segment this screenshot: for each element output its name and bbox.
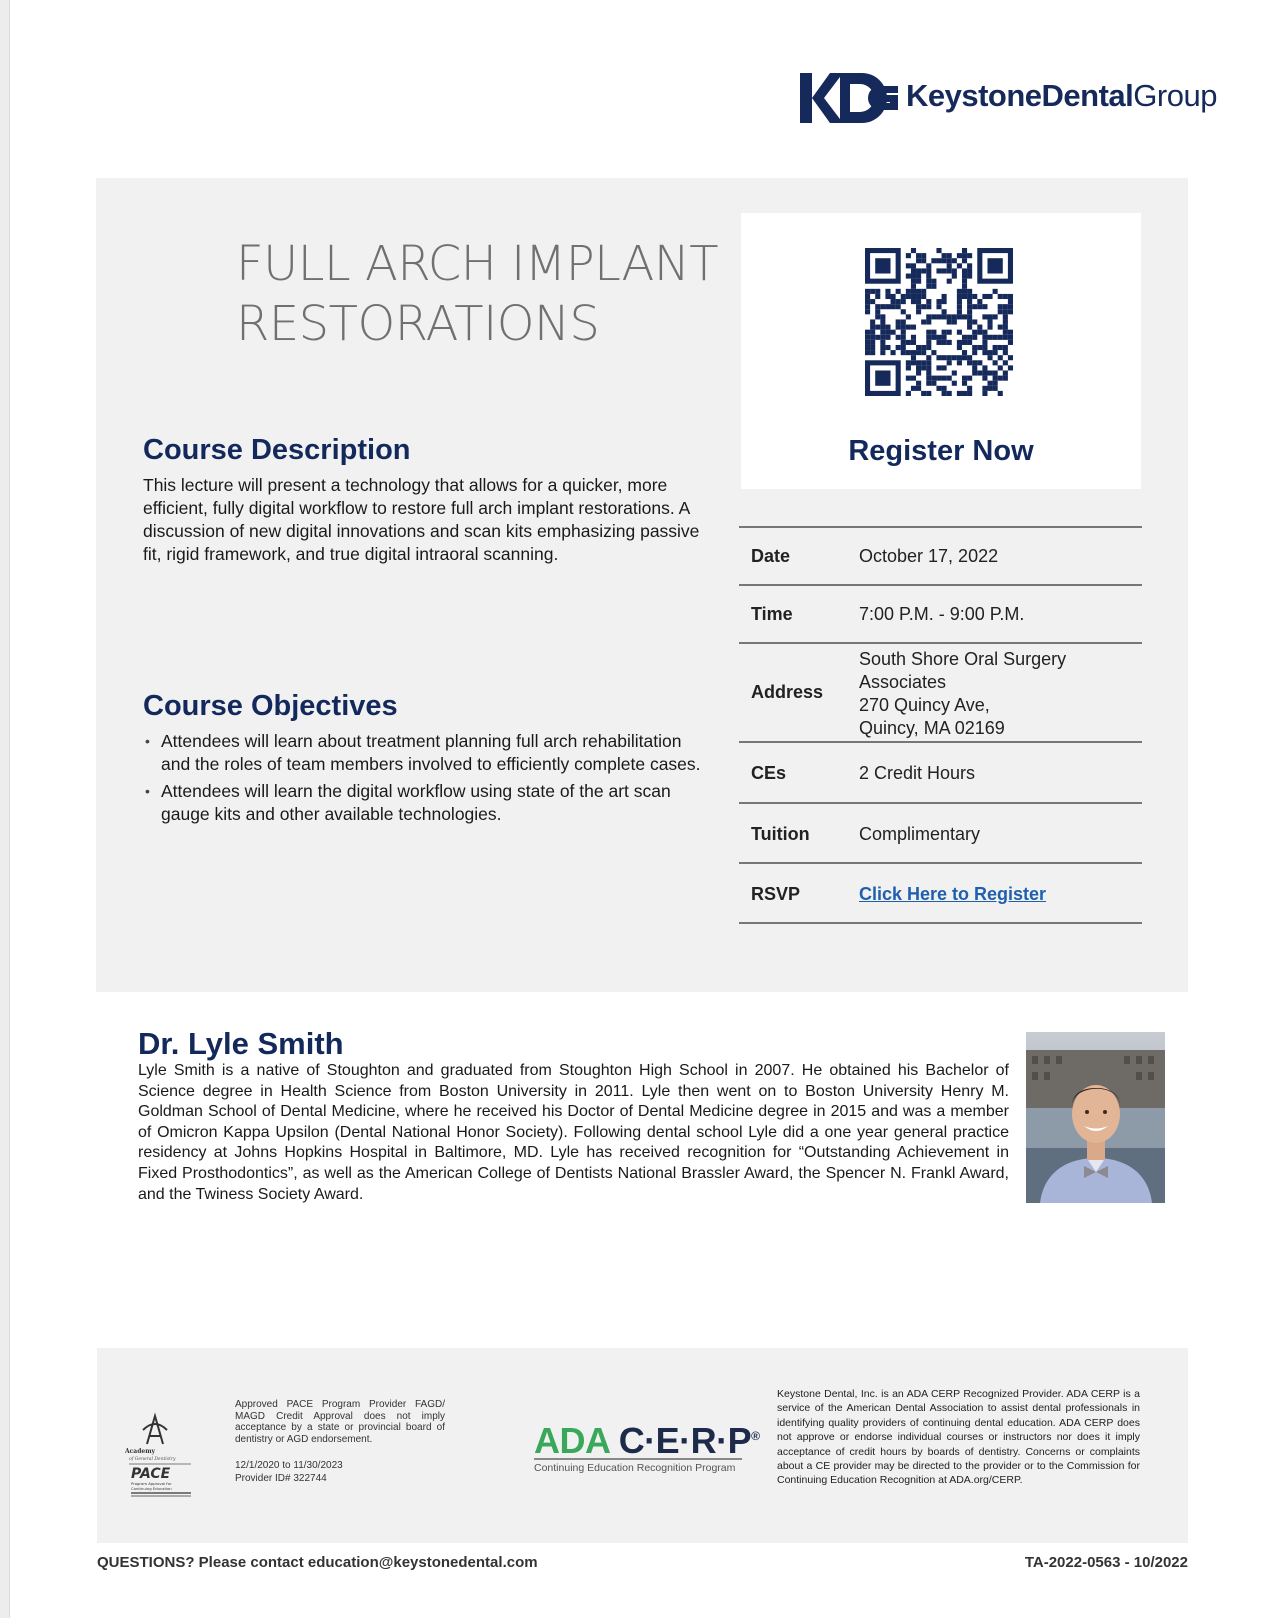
detail-label: Date — [751, 546, 791, 566]
list-item: • Attendees will learn the digital workflow using state of the art scan gauge kits and other available technologies. — [145, 781, 671, 824]
document-number: TA-2022-0563 - 10/2022 — [1024, 1554, 1188, 1571]
course-description-text: This lecture will present a technology that allows for a quicker, more efficient, fully digital workflow to restore full arch implant restorations. A discussion of new digital innovations and scan kits emphasizing passive fit, rigid framework, and true digital intraoral scanning. — [143, 475, 700, 564]
course-description-heading: Course Description — [143, 434, 411, 466]
detail-row-address — [739, 642, 1142, 741]
brand-logo — [800, 70, 1217, 126]
objectives-list — [143, 730, 703, 830]
contact-line: QUESTIONS? Please contact education@keystonedental.com — [97, 1554, 538, 1571]
course-objectives-heading: Course Objectives — [143, 690, 398, 722]
qr-code-icon[interactable] — [865, 248, 1013, 396]
speaker-bio: Lyle Smith is a native of Stoughton and graduated from Stoughton High School in 2007. He obtained his Bachelor of Science degree in Health Science from Boston University in 2011. Lyle then went on to Boston University Henry M. Goldman School of Dental Medicine, where he received his Doctor of Dental Medicine degree in 2015 and was a member of Omicron Kappa Upsilon (Dental National Honor Society). Following dental school Lyle did a one year general practice residency at Johns Hopkins Hospital in Baltimore, MD. Lyle has received recognition for “Outstanding Achievement in Fixed Prosthodontics”, as well as the American College of Dentists National Brassler Award, the Spencer N. Frankl Award, and the Twiness Society Award. — [138, 1062, 1009, 1203]
detail-row-ces — [739, 741, 1142, 802]
brand-name: KeystoneDentalGroup — [906, 78, 1217, 113]
ada-cerp-statement: Keystone Dental, Inc. is an ADA CERP Recognized Provider. ADA CERP is a service of the American Dental Association to assist dental professionals in identifying quality providers of continuing dental education. ADA CERP does not approve or endorse individual courses or instructors nor does it imply acceptance of credit hours by boards of dentistry. Concerns or complaints about a CE provider may be directed to the provider or to the Commission for Continuing Education Recognition at ADA.org/CERP. — [777, 1388, 1140, 1487]
agd-pace-logo — [125, 1400, 197, 1500]
ada-cerp-logo: ADA C·E·R·P® Continuing Education Recognition Program — [534, 1420, 760, 1474]
svg-text:Program Approval for: Program Approval for — [131, 1481, 172, 1486]
register-card[interactable] — [741, 213, 1141, 489]
pace-approval-dates: 12/1/2020 to 11/30/2023 Provider ID# 322744 — [235, 1460, 343, 1484]
course-panel — [96, 178, 1188, 992]
detail-label: Time — [751, 604, 793, 624]
detail-label: CEs — [751, 763, 787, 783]
svg-text:of General Dentistry: of General Dentistry — [129, 1457, 176, 1462]
detail-row-time — [739, 584, 1142, 642]
register-link[interactable]: Click Here to Register — [859, 884, 1047, 904]
list-item: • Attendees will learn about treatment planning full arch rehabilitation and the roles of team members involved to efficiently complete cases. — [145, 731, 701, 774]
page-edge — [0, 0, 10, 1618]
detail-value: Complimentary — [859, 824, 981, 844]
detail-label: Tuition — [751, 824, 810, 844]
accreditation-panel — [97, 1348, 1188, 1543]
register-now-label[interactable]: Register Now — [848, 435, 1034, 467]
detail-label: RSVP — [751, 884, 801, 904]
detail-label: Address — [751, 682, 824, 702]
detail-value: 2 Credit Hours — [859, 763, 976, 783]
svg-text:Academy: Academy — [125, 1448, 156, 1455]
detail-row-date — [739, 526, 1142, 584]
detail-value: South Shore Oral Surgery Associates 270 Quincy Ave, Quincy, MA 02169 — [859, 649, 1067, 738]
speaker-name: Dr. Lyle Smith — [138, 1026, 344, 1061]
event-details-table — [739, 526, 1142, 924]
pace-approval-text: Approved PACE Program Provider FAGD/ MAGD Credit Approval does not imply acceptance by a state or provincial board of dentistry or AGD endorsement. — [235, 1399, 445, 1445]
detail-row-tuition — [739, 802, 1142, 862]
speaker-photo — [1026, 1032, 1165, 1203]
svg-text:Continuing Education: Continuing Education — [131, 1486, 172, 1491]
detail-row-rsvp — [739, 862, 1142, 924]
detail-value: October 17, 2022 — [859, 546, 999, 566]
detail-value: 7:00 P.M. - 9:00 P.M. — [859, 604, 1025, 624]
kdg-monogram-icon — [800, 73, 898, 123]
course-title: FULL ARCH IMPLANT RESTORATIONS — [236, 236, 719, 352]
svg-text:PACE: PACE — [131, 1466, 171, 1482]
